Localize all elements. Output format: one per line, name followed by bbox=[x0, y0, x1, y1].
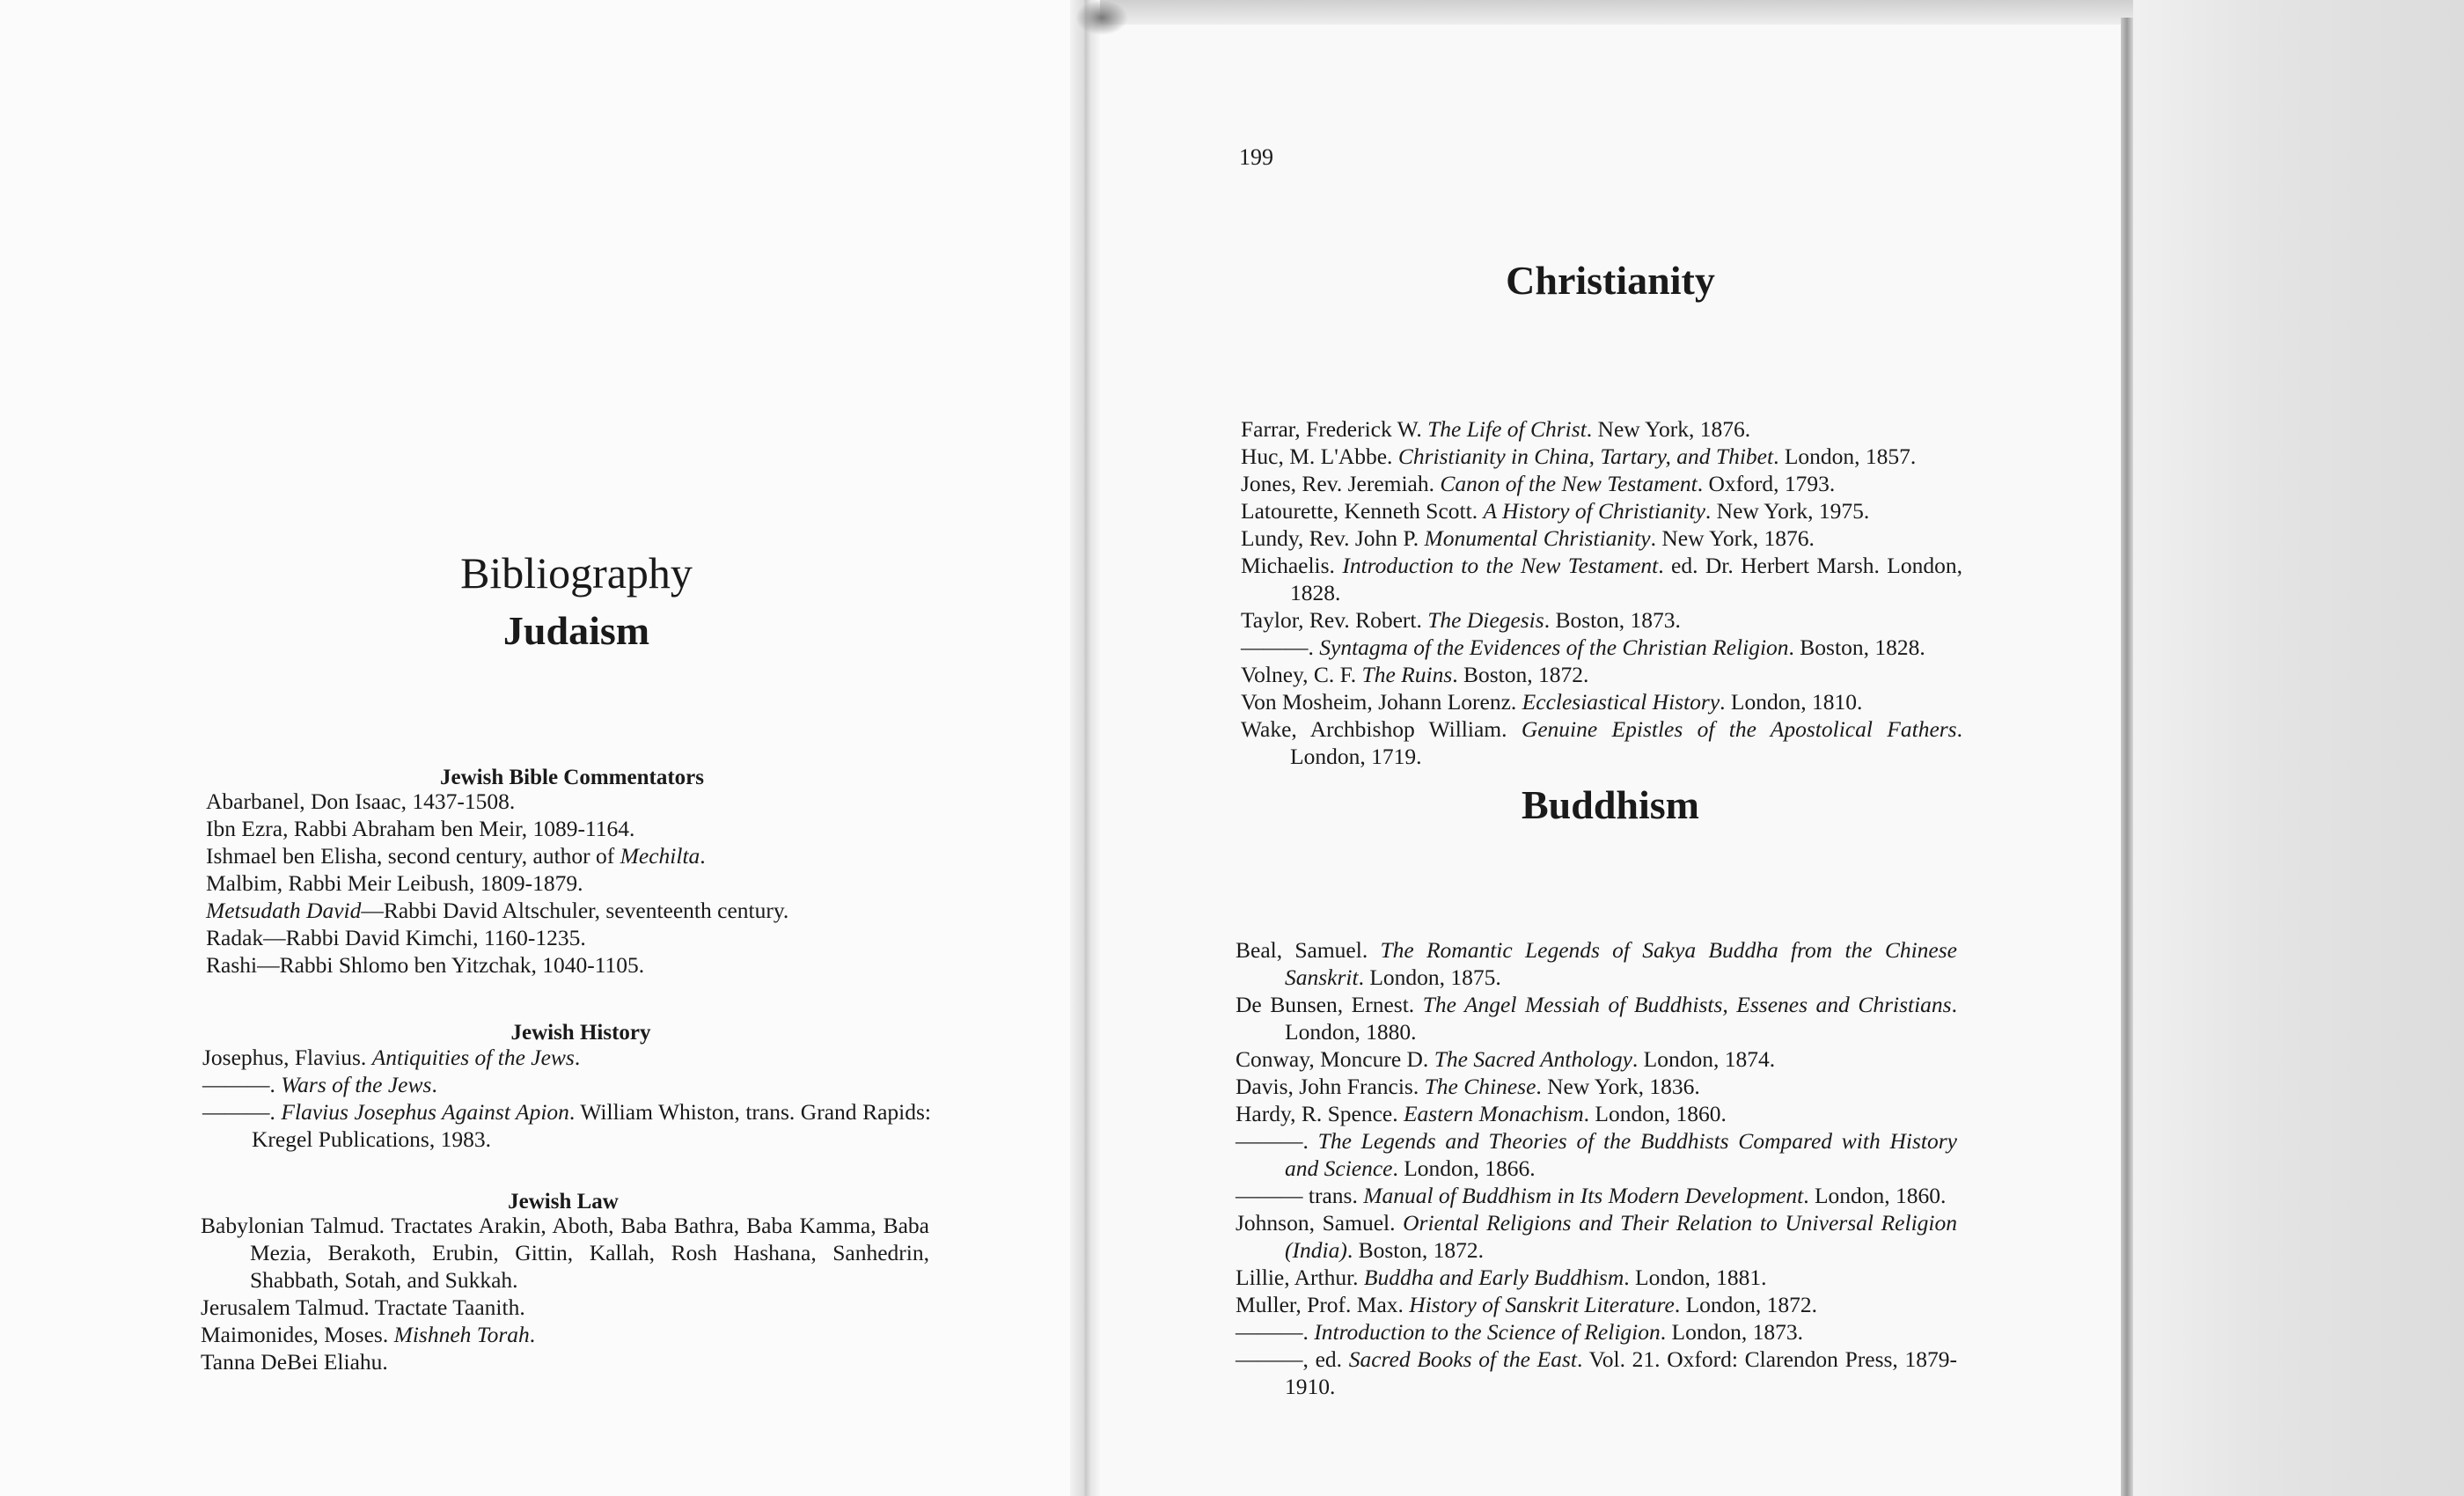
entry-rest: . London, 1860. bbox=[1803, 1183, 1947, 1208]
entry-title: Mishneh Torah bbox=[393, 1322, 530, 1347]
bibliography-entry bbox=[1236, 1100, 1957, 1127]
entry-title: Antiquities of the Jews bbox=[371, 1045, 575, 1070]
entry-rest: . London, 1719. bbox=[1290, 716, 1962, 769]
bibliography-entry bbox=[206, 815, 942, 842]
list-christianity bbox=[1241, 415, 1962, 770]
entry-author: Taylor, Rev. Robert. bbox=[1241, 607, 1428, 633]
bibliography-title: Bibliography bbox=[460, 548, 693, 598]
bibliography-entry bbox=[1236, 1264, 1957, 1291]
bibliography-entry bbox=[1236, 1182, 1957, 1209]
bibliography-entry bbox=[206, 788, 942, 815]
entry-title: Oriental Religions and Their Relation to Universal Religion (India) bbox=[1285, 1210, 1957, 1263]
entry-title: The Legends and Theories of the Buddhists Compared with History and Science bbox=[1285, 1128, 1957, 1181]
entry-title: Eastern Monachism bbox=[1403, 1101, 1584, 1126]
cover-right-edge bbox=[2121, 18, 2133, 1496]
heading-jewish-history: Jewish History bbox=[510, 1021, 651, 1045]
entry-rest: . ed. Dr. Herbert Marsh. London, 1828. bbox=[1290, 553, 1962, 605]
entry-rest: . London, 1872. bbox=[1674, 1292, 1818, 1317]
entry-author: Hardy, R. Spence. bbox=[1236, 1101, 1404, 1126]
entry-title: Genuine Epistles of the Apostolical Fathers bbox=[1521, 716, 1957, 742]
entry-author: Muller, Prof. Max. bbox=[1236, 1292, 1410, 1317]
list-buddhism bbox=[1236, 936, 1957, 1400]
entry-rest: . bbox=[574, 1045, 581, 1070]
entry-rest: . Boston, 1872. bbox=[1452, 662, 1589, 687]
entry-title: Mechilta bbox=[620, 843, 700, 869]
bibliography-entry bbox=[1236, 1291, 1957, 1318]
entry-rest: . London, 1881. bbox=[1624, 1265, 1767, 1290]
entry-author: Radak—Rabbi David Kimchi, 1160-1235. bbox=[206, 925, 586, 950]
entry-title: Christianity in China, Tartary, and Thibet bbox=[1397, 444, 1774, 469]
entry-author: Jerusalem Talmud. Tractate Taanith. bbox=[201, 1294, 525, 1320]
entry-rest: . Vol. 21. Oxford: Clarendon Press, 1879-1910. bbox=[1285, 1346, 1957, 1399]
entry-author: Malbim, Rabbi Meir Leibush, 1809-1879. bbox=[206, 870, 583, 896]
entry-author: Wake, Archbishop William. bbox=[1241, 716, 1522, 742]
bibliography-entry bbox=[1241, 688, 1962, 715]
entry-title: Ecclesiastical History bbox=[1522, 689, 1720, 715]
entry-rest: . Boston, 1828. bbox=[1788, 634, 1925, 660]
entry-rest: . New York, 1975. bbox=[1705, 498, 1870, 524]
bibliography-entry bbox=[1236, 1209, 1957, 1264]
entry-title: The Sacred Anthology bbox=[1434, 1046, 1632, 1072]
entry-title: History of Sanskrit Literature bbox=[1409, 1292, 1675, 1317]
bibliography-entry bbox=[1236, 1045, 1957, 1073]
cover-top-edge bbox=[1091, 0, 2133, 25]
entry-rest: —Rabbi David Altschuler, seventeenth century. bbox=[361, 898, 789, 923]
entry-rest: . London, 1860. bbox=[1583, 1101, 1727, 1126]
entry-author: ———. bbox=[202, 1099, 282, 1125]
book-gutter bbox=[1070, 0, 1100, 1496]
entry-author: Rashi—Rabbi Shlomo ben Yitzchak, 1040-1105. bbox=[206, 952, 645, 978]
bibliography-entry bbox=[1236, 936, 1957, 991]
bibliography-entry bbox=[1241, 634, 1962, 661]
entry-rest: . New York, 1876. bbox=[1586, 416, 1751, 442]
heading-jewish-law: Jewish Law bbox=[508, 1190, 619, 1214]
bibliography-entry bbox=[202, 1098, 931, 1153]
entry-title: The Diegesis bbox=[1427, 607, 1544, 633]
entry-title: The Romantic Legends of Sakya Buddha from the Chinese Sanskrit bbox=[1285, 937, 1957, 990]
entry-title: The Angel Messiah of Buddhists, Essenes and Christians bbox=[1422, 992, 1952, 1017]
bibliography-entry bbox=[1241, 443, 1962, 470]
entry-rest: . New York, 1836. bbox=[1536, 1074, 1700, 1099]
spine-shadow bbox=[1075, 0, 1128, 35]
entry-title: A History of Christianity bbox=[1483, 498, 1705, 524]
entry-title: Sacred Books of the East bbox=[1348, 1346, 1578, 1372]
entry-author: ——— trans. bbox=[1236, 1183, 1364, 1208]
list-jewish-bible-commentators bbox=[206, 788, 942, 979]
entry-rest: . Boston, 1872. bbox=[1346, 1237, 1484, 1263]
bibliography-entry bbox=[206, 924, 942, 951]
bibliography-entry bbox=[1241, 606, 1962, 634]
entry-rest: . London, 1857. bbox=[1773, 444, 1917, 469]
entry-author: Abarbanel, Don Isaac, 1437-1508. bbox=[206, 788, 516, 814]
entry-rest: . London, 1875. bbox=[1358, 964, 1501, 990]
entry-rest: . bbox=[700, 843, 706, 869]
bibliography-entry bbox=[202, 1071, 931, 1098]
bibliography-entry bbox=[201, 1294, 929, 1321]
bibliography-entry bbox=[201, 1212, 929, 1294]
entry-rest: . Boston, 1873. bbox=[1544, 607, 1681, 633]
entry-author: Huc, M. L'Abbe. bbox=[1241, 444, 1398, 469]
entry-title: Flavius Josephus Against Apion bbox=[281, 1099, 569, 1125]
entry-title: Introduction to the New Testament bbox=[1342, 553, 1659, 578]
bibliography-entry bbox=[201, 1348, 929, 1375]
bibliography-entry bbox=[1241, 661, 1962, 688]
entry-author: Josephus, Flavius. bbox=[202, 1045, 372, 1070]
entry-author: Latourette, Kenneth Scott. bbox=[1241, 498, 1484, 524]
bibliography-entry bbox=[202, 1044, 931, 1071]
bibliography-entry bbox=[201, 1321, 929, 1348]
entry-author: ———. bbox=[1236, 1128, 1318, 1154]
entry-author: ———. bbox=[202, 1072, 282, 1097]
entry-author: Volney, C. F. bbox=[1241, 662, 1362, 687]
entry-author: ———, ed. bbox=[1236, 1346, 1349, 1372]
entry-title: Canon of the New Testament bbox=[1440, 471, 1698, 496]
entry-author: ———. bbox=[1241, 634, 1320, 660]
entry-rest: . Oxford, 1793. bbox=[1697, 471, 1836, 496]
entry-author: Ibn Ezra, Rabbi Abraham ben Meir, 1089-1164. bbox=[206, 816, 635, 841]
entry-author: Maimonides, Moses. bbox=[201, 1322, 394, 1347]
bibliography-entry bbox=[206, 951, 942, 979]
entry-author: ———. bbox=[1236, 1319, 1315, 1345]
entry-title: Wars of the Jews bbox=[281, 1072, 432, 1097]
entry-title: The Ruins bbox=[1361, 662, 1453, 687]
bibliography-entry bbox=[206, 869, 942, 897]
entry-rest: . London, 1810. bbox=[1720, 689, 1863, 715]
entry-author: Johnson, Samuel. bbox=[1236, 1210, 1404, 1236]
list-jewish-law bbox=[201, 1212, 929, 1375]
bibliography-entry bbox=[1241, 715, 1962, 770]
buddhism-title: Buddhism bbox=[1521, 782, 1699, 827]
entry-rest: . London, 1880. bbox=[1285, 992, 1957, 1045]
entry-author: Lillie, Arthur. bbox=[1236, 1265, 1364, 1290]
entry-author: Ishmael ben Elisha, second century, author of bbox=[206, 843, 620, 869]
entry-author: Von Mosheim, Johann Lorenz. bbox=[1241, 689, 1522, 715]
entry-title: The Life of Christ bbox=[1427, 416, 1587, 442]
entry-rest: . London, 1873. bbox=[1660, 1319, 1803, 1345]
entry-author: Davis, John Francis. bbox=[1236, 1074, 1425, 1099]
bibliography-entry bbox=[1241, 415, 1962, 443]
entry-title: Monumental Christianity bbox=[1424, 525, 1651, 551]
bibliography-entry bbox=[1236, 1073, 1957, 1100]
christianity-title: Christianity bbox=[1506, 258, 1715, 303]
entry-title: Metsudath David bbox=[206, 898, 362, 923]
scan-background bbox=[2133, 0, 2464, 1496]
bibliography-entry bbox=[206, 842, 942, 869]
entry-author: De Bunsen, Ernest. bbox=[1236, 992, 1423, 1017]
entry-author: Michaelis. bbox=[1241, 553, 1343, 578]
entry-rest: . New York, 1876. bbox=[1650, 525, 1815, 551]
entry-title: Manual of Buddhism in Its Modern Development bbox=[1363, 1183, 1804, 1208]
bibliography-entry bbox=[206, 897, 942, 924]
entry-author: Conway, Moncure D. bbox=[1236, 1046, 1434, 1072]
bibliography-entry bbox=[1236, 991, 1957, 1045]
bibliography-entry bbox=[1241, 497, 1962, 524]
entry-author: Farrar, Frederick W. bbox=[1241, 416, 1428, 442]
bibliography-entry bbox=[1241, 552, 1962, 606]
entry-author: Jones, Rev. Jeremiah. bbox=[1241, 471, 1441, 496]
entry-rest: . William Whiston, trans. Grand Rapids: Kregel Publications, 1983. bbox=[252, 1099, 931, 1152]
bibliography-entry bbox=[1241, 524, 1962, 552]
entry-author: Beal, Samuel. bbox=[1236, 937, 1381, 963]
entry-author: Lundy, Rev. John P. bbox=[1241, 525, 1425, 551]
bibliography-entry bbox=[1236, 1318, 1957, 1346]
bibliography-entry bbox=[1241, 470, 1962, 497]
entry-author: Babylonian Talmud. Tractates Arakin, Aboth, Baba Bathra, Baba Kamma, Baba Mezia, Berakoth, Erubin, Gittin, Kallah, Rosh Hashana, Sanhedrin, Shabbath, Sotah, and Sukkah. bbox=[201, 1213, 929, 1293]
entry-rest: . London, 1866. bbox=[1392, 1155, 1536, 1181]
bibliography-entry bbox=[1236, 1346, 1957, 1400]
page-number: 199 bbox=[1239, 144, 1273, 170]
heading-jewish-bible-commentators: Jewish Bible Commentators bbox=[440, 766, 704, 789]
judaism-title: Judaism bbox=[502, 608, 650, 653]
entry-rest: . bbox=[529, 1322, 536, 1347]
bibliography-entry bbox=[1236, 1127, 1957, 1182]
entry-title: Syntagma of the Evidences of the Christian Religion bbox=[1319, 634, 1789, 660]
entry-title: The Chinese bbox=[1424, 1074, 1536, 1099]
entry-rest: . London, 1874. bbox=[1632, 1046, 1776, 1072]
entry-rest: . bbox=[431, 1072, 437, 1097]
list-jewish-history bbox=[202, 1044, 931, 1153]
entry-title: Introduction to the Science of Religion bbox=[1314, 1319, 1661, 1345]
entry-title: Buddha and Early Buddhism bbox=[1363, 1265, 1624, 1290]
entry-author: Tanna DeBei Eliahu. bbox=[201, 1349, 388, 1375]
